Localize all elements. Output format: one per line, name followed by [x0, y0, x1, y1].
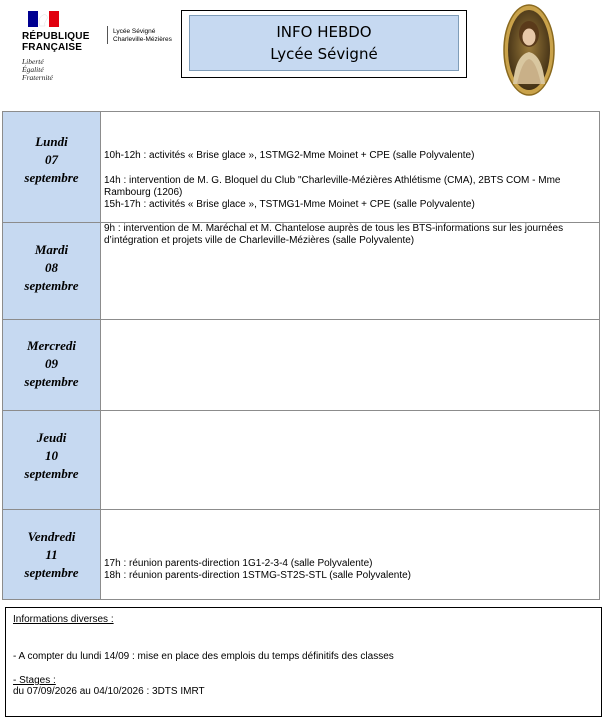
day-row-mercredi — [3, 320, 600, 411]
day-row-lundi — [3, 112, 600, 223]
day-month: septembre — [24, 278, 79, 293]
day-month: septembre — [24, 374, 79, 389]
title-box — [181, 10, 467, 78]
school-name-line2: Charleville-Mézières — [113, 36, 172, 43]
motto-liberte: Liberté — [22, 57, 44, 66]
events-cell-jeudi — [101, 411, 600, 510]
events-cell-vendredi — [101, 510, 600, 600]
day-name: Lundi — [35, 134, 68, 149]
motto-fraternite: Fraternité — [22, 73, 53, 82]
day-cell-mardi — [3, 223, 101, 320]
info-box — [5, 607, 602, 717]
day-month: septembre — [24, 565, 79, 580]
day-name: Jeudi — [36, 430, 67, 445]
school-name-line1: Lycée Sévigné — [113, 28, 156, 35]
stages-heading: - Stages : — [13, 675, 56, 686]
events-cell-lundi — [101, 112, 600, 223]
info-heading: Informations diverses : — [13, 614, 114, 625]
event-item: 17h : réunion parents-direction 1G1-2-3-4 (salle Polyvalente) — [104, 558, 373, 569]
day-cell-vendredi — [3, 510, 101, 600]
day-name: Vendredi — [27, 529, 76, 544]
day-date: 08 — [45, 260, 58, 275]
day-row-mardi — [3, 223, 600, 320]
page-title: INFO HEBDO — [276, 23, 372, 41]
day-name: Mercredi — [26, 338, 77, 353]
school-name-small — [113, 28, 172, 44]
republique-francaise-logo — [22, 9, 107, 89]
week-schedule — [2, 111, 600, 600]
logo-divider — [107, 26, 108, 44]
day-month: septembre — [24, 170, 79, 185]
events-cell-mercredi — [101, 320, 600, 411]
day-name: Mardi — [34, 242, 69, 257]
page-subtitle: Lycée Sévigné — [270, 45, 378, 63]
info-item: - A compter du lundi 14/09 : mise en place des emplois du temps définitifs des classes — [13, 651, 394, 662]
republique-line1: RÉPUBLIQUE — [22, 31, 90, 42]
event-item: 9h : intervention de M. Maréchal et M. Chantelose auprès de tous les BTS-informations sur les journées d’intégration et projets ville de Charleville-Mézières (salle Polyvalente) — [104, 223, 564, 246]
marianne-icon — [28, 11, 59, 27]
event-item: 15h-17h : activités « Brise glace », TSTMG1-Mme Moinet + CPE (salle Polyvalente) — [104, 199, 475, 210]
title-panel — [189, 15, 459, 71]
sevigne-portrait-medallion — [503, 4, 555, 96]
event-item: 14h : intervention de M. G. Bloquel du Club "Charleville-Mézières Athlétisme (CMA), 2BTS COM - Mme Rambourg (1206) — [104, 175, 561, 198]
events-cell-mardi — [101, 223, 600, 320]
motto-egalite: Égalité — [22, 65, 44, 74]
event-item: 18h : réunion parents-direction 1STMG-ST2S-STL (salle Polyvalente) — [104, 570, 411, 581]
day-row-vendredi — [3, 510, 600, 600]
day-date: 09 — [45, 356, 58, 371]
day-cell-lundi — [3, 112, 101, 223]
event-item: 10h-12h : activités « Brise glace », 1STMG2-Mme Moinet + CPE (salle Polyvalente) — [104, 150, 475, 161]
day-cell-mercredi — [3, 320, 101, 411]
day-date: 11 — [45, 547, 58, 562]
day-cell-jeudi — [3, 411, 101, 510]
day-date: 07 — [45, 152, 58, 167]
day-date: 10 — [45, 448, 58, 463]
day-row-jeudi — [3, 411, 600, 510]
stages-item: du 07/09/2026 au 04/10/2026 : 3DTS IMRT — [13, 686, 205, 697]
republique-line2: FRANÇAISE — [22, 42, 83, 53]
day-month: septembre — [24, 466, 79, 481]
